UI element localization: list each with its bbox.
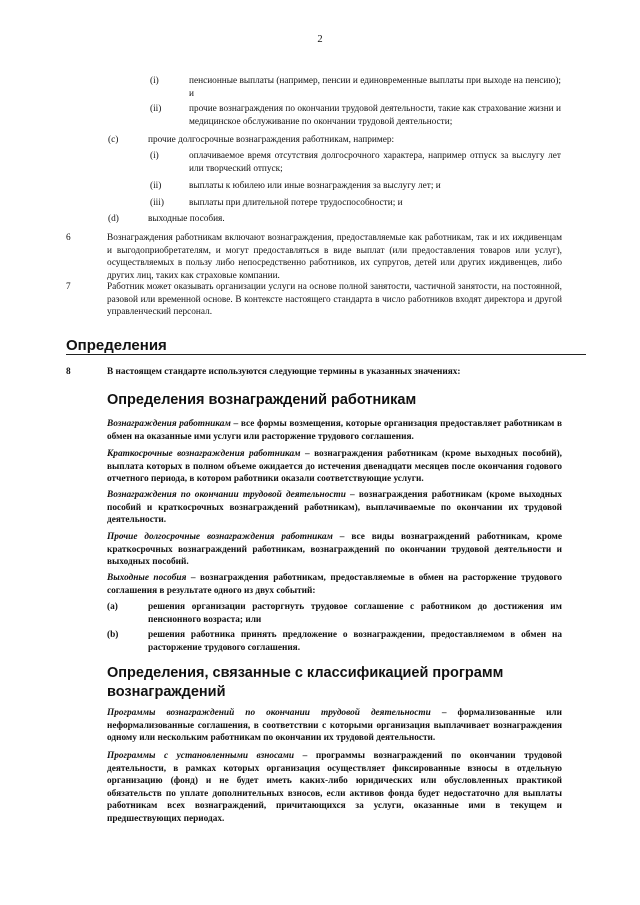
definition-term: Программы вознаграждений по окончании трудовой деятельности [107, 708, 431, 718]
subsection-title: Определения, связанные с классификацией программ вознаграждений [107, 665, 504, 700]
section-title: Определения [66, 337, 167, 354]
paragraph: Работник может оказывать организации услуги на основе полной занятости, частичной занятости, на постоянной, разовой или временной основе. В контексте настоящего стандарта в число работников входят директора и другой управленческий персонал. [107, 282, 562, 318]
definition [107, 531, 562, 569]
list-marker: (c) [108, 135, 119, 145]
definition-term: Выходные пособия [107, 573, 187, 583]
list-marker: (d) [108, 214, 119, 224]
list-item: выходные пособия. [148, 214, 225, 224]
section-rule [66, 354, 586, 355]
definition-term: Вознаграждения по окончании трудовой деятельности [107, 490, 346, 500]
list-marker: (b) [107, 630, 119, 640]
definition-text: – вознаграждения работникам (кроме выходных пособий и краткосрочных вознаграждений работникам), выплачиваемые по окончании их трудовой деятельности. [107, 490, 562, 526]
list-marker: (ii) [150, 181, 162, 191]
list-item: пенсионные выплаты (например, пенсии и единовременные выплаты при выходе на пенсию); и [189, 76, 561, 99]
definition-text: – программы вознаграждений по окончании трудовой деятельности, в рамках которых организация осуществляет фиксированные взносы в отдельную организацию (фонд) и не будет иметь каких-либо юридических или обусловленных практикой обязательств по уплате дополнительных взносов, если активов фонда будет недостаточно для выплаты работникам всех вознаграждений, причитающихся за услуги, оказанные ими в текущем и предшествующих периодах. [107, 751, 562, 824]
list-item: решения работника принять предложение о вознаграждении, предоставляемом в обмен на расторжение трудового соглашения. [148, 630, 562, 653]
definition [107, 418, 562, 443]
list-marker: (iii) [150, 198, 164, 208]
definition [107, 750, 562, 826]
list-item: выплаты к юбилею или иные вознаграждения за выслугу лет; и [189, 181, 441, 191]
definition-text: – вознаграждения работникам, предоставляемые в обмен на расторжение трудового соглашения в результате одного из двух событий: [107, 573, 562, 596]
list-item: прочие долгосрочные вознаграждения работникам, например: [148, 135, 395, 145]
list-marker: (a) [107, 602, 118, 612]
definition-text: – формализованные или неформализованные соглашения, в соответствии с которыми организация выплачивает вознаграждения одному или нескольким работникам по окончании их трудовой деятельности. [107, 708, 562, 744]
definition [107, 572, 562, 597]
paragraph: В настоящем стандарте используются следующие термины в указанных значениях: [107, 367, 461, 377]
list-marker: (ii) [150, 104, 162, 114]
list-marker: (i) [150, 151, 159, 161]
definition-text: – вознаграждения работникам (кроме выходных пособий), выплата которых в полном объеме ожидается до истечения двенадцати месяцев после окончания годового отчетного периода, в котором работники оказали соответствующие услуги. [107, 449, 562, 485]
list-item: прочие вознаграждения по окончании трудовой деятельности, такие как страхование жизни и медицинское обслуживание по окончании трудовой деятельности; [189, 104, 561, 127]
paragraph-number: 7 [66, 282, 71, 292]
definition-text: – все виды вознаграждений работникам, кроме краткосрочных вознаграждений работникам, вознаграждений по окончании трудовой деятельности и выходных пособий. [107, 532, 563, 568]
definition [107, 489, 562, 527]
definition-term: Прочие долгосрочные вознаграждения работникам [107, 532, 333, 542]
definition-term: Вознаграждения работникам [107, 419, 231, 429]
paragraph-number: 8 [66, 367, 71, 377]
subsection-title: Определения вознаграждений работникам [107, 392, 417, 408]
definition-text: – все формы возмещения, которые организация предоставляет работникам в обмен на оказанные ими услуги или расторжение трудового соглашения. [107, 419, 562, 442]
paragraph: Вознаграждения работникам включают вознаграждения, предоставляемые как работникам, так и их иждивенцам и выгодоприобретателям, и могут предоставляться в виде выплат (или предоставления товаров или услуг), осуществляемых в пользу либо непосредственно работников, их супругов, детей или других иждивенцев, либо других лиц, таких как страховые компании. [107, 233, 562, 281]
paragraph-number: 6 [66, 233, 71, 243]
definition-term: Краткосрочные вознаграждения работникам [107, 449, 301, 459]
list-item: выплаты при длительной потере трудоспособности; и [189, 198, 403, 208]
list-item: решения организации расторгнуть трудовое соглашение с работником до достижения им пенсионного возраста; или [148, 602, 562, 625]
definition-term: Программы с установленными взносами [107, 751, 295, 761]
list-item: оплачиваемое время отсутствия долгосрочного характера, например отпуск за выслугу лет или творческий отпуск; [189, 151, 561, 174]
definition [107, 707, 562, 745]
page-number: 2 [317, 34, 323, 45]
definition [107, 448, 562, 486]
list-marker: (i) [150, 76, 159, 86]
